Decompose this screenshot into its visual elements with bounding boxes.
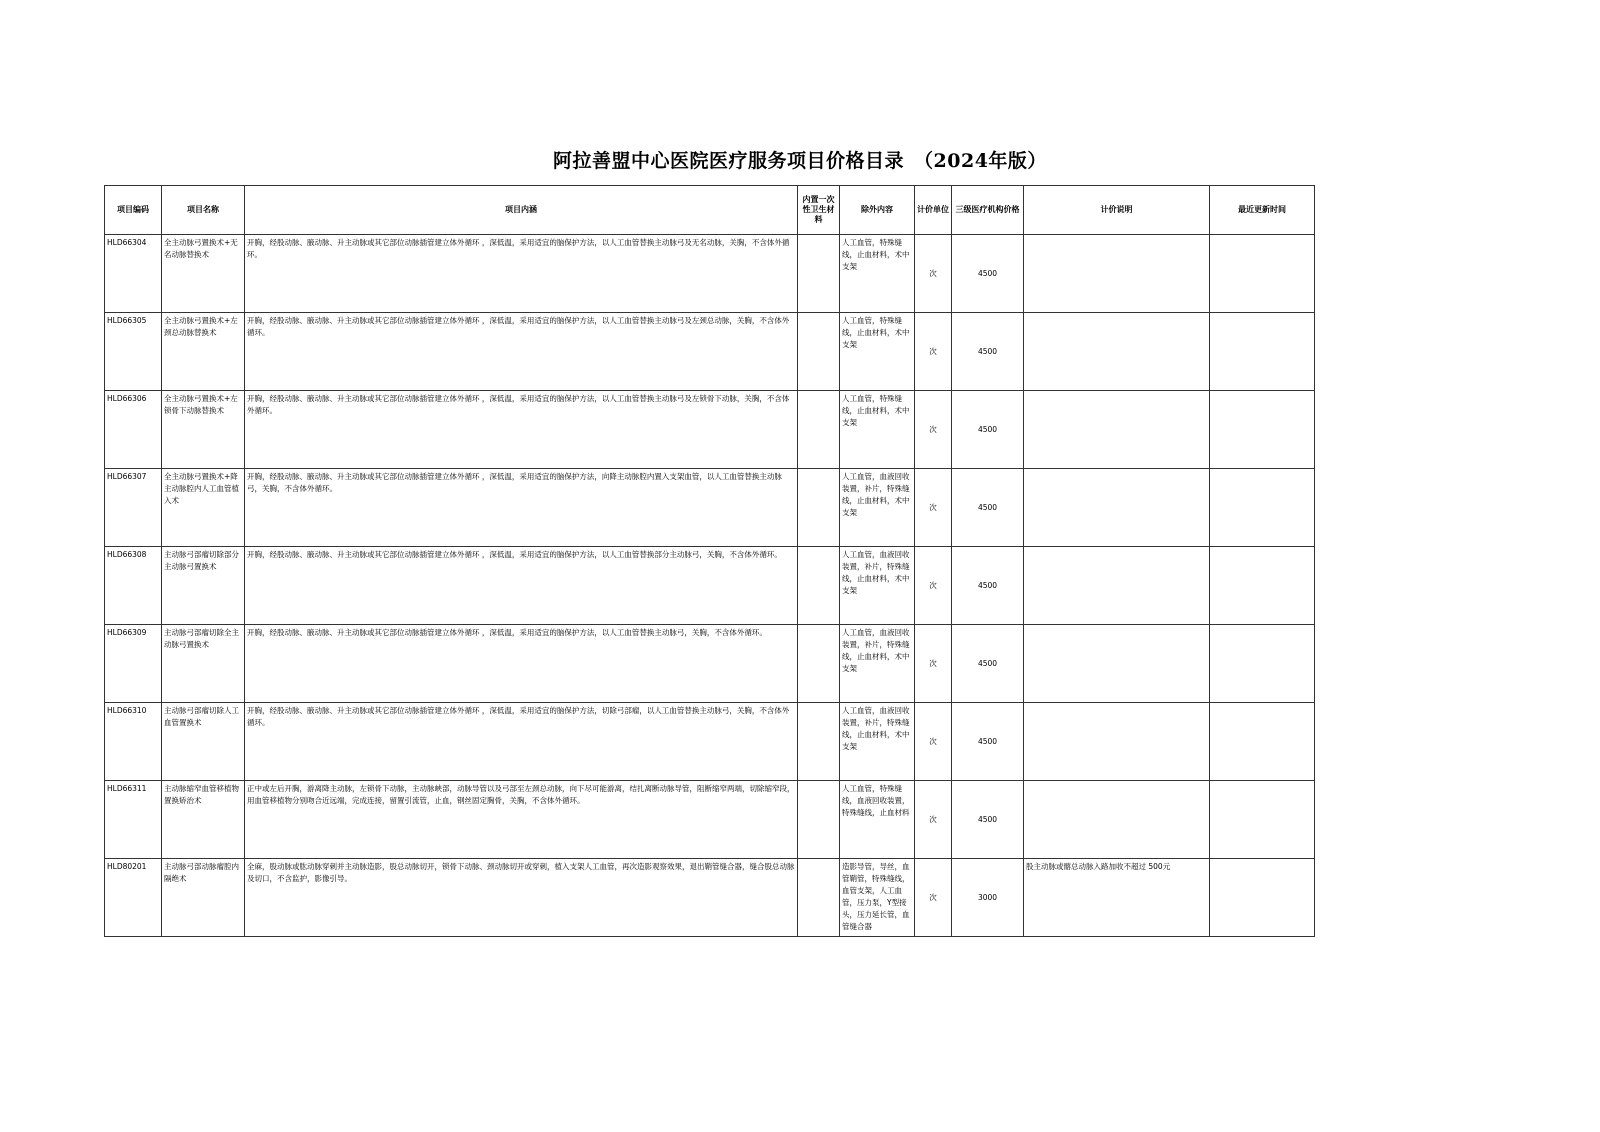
cell-updated [1210,703,1315,781]
cell-name: 全主动脉弓置换术+左锁骨下动脉替换术 [162,391,245,469]
cell-updated [1210,781,1315,859]
table-header-row [105,186,1315,235]
cell-name: 主动脉弓部瘤切除全主动脉弓置换术 [162,625,245,703]
cell-updated [1210,547,1315,625]
cell-updated [1210,625,1315,703]
cell-exclude: 人工血管，血液回收装置，补片，特殊缝线，止血材料，术中支架 [840,703,915,781]
cell-price: 4500 [952,235,1024,313]
cell-note [1024,703,1210,781]
table-row [105,625,1315,703]
cell-builtin [798,781,840,859]
cell-price: 4500 [952,313,1024,391]
header-exclusions: 除外内容 [840,186,915,235]
cell-price: 4500 [952,781,1024,859]
cell-note [1024,313,1210,391]
table-row [105,469,1315,547]
cell-unit: 次 [915,859,952,937]
cell-note [1024,547,1210,625]
cell-note: 股主动脉或髂总动脉入路加收不超过 500元 [1024,859,1210,937]
cell-exclude: 人工血管，血液回收装置，补片，特殊缝线，止血材料，术中支架 [840,625,915,703]
cell-exclude: 造影导管，导丝，血管鞘管，特殊缝线，血管支架，人工血管，压力泵，Y型接头，压力延长管，血管缝合器 [840,859,915,937]
cell-name: 全主动脉弓置换术+降主动脉腔内人工血管植入术 [162,469,245,547]
cell-note [1024,625,1210,703]
cell-name: 主动脉缩窄血管移植物置换矫治术 [162,781,245,859]
cell-name: 全主动脉弓置换术+左颈总动脉替换术 [162,313,245,391]
cell-name: 主动脉弓部瘤切除部分主动脉弓置换术 [162,547,245,625]
cell-exclude: 人工血管，血液回收装置，补片，特殊缝线，止血材料，术中支架 [840,547,915,625]
cell-unit: 次 [915,235,952,313]
cell-content: 开胸，经股动脉、腋动脉、升主动脉或其它部位动脉插管建立体外循环 ，深低温，采用适宜的脑保护方法，以人工血管替换主动脉弓及左颈总动脉，关胸，不含体外循环。 [245,313,798,391]
cell-content: 开胸，经股动脉、腋动脉、升主动脉或其它部位动脉插管建立体外循环 ，深低温，采用适宜的脑保护方法，以人工血管替换主动脉弓及无名动脉，关胸，不含体外循环。 [245,235,798,313]
cell-updated [1210,313,1315,391]
cell-code: HLD66311 [105,781,162,859]
cell-unit: 次 [915,625,952,703]
table-row [105,235,1315,313]
cell-note [1024,469,1210,547]
cell-note [1024,391,1210,469]
cell-exclude: 人工血管，特殊缝线，止血材料，术中支架 [840,235,915,313]
header-builtin-materials: 内置一次性卫生材料 [798,186,840,235]
cell-price: 4500 [952,391,1024,469]
header-unit: 计价单位 [915,186,952,235]
cell-code: HLD66310 [105,703,162,781]
cell-exclude: 人工血管，血液回收装置，补片，特殊缝线，止血材料，术中支架 [840,469,915,547]
price-table [104,185,1315,937]
cell-updated [1210,235,1315,313]
cell-unit: 次 [915,547,952,625]
table-row [105,313,1315,391]
cell-code: HLD80201 [105,859,162,937]
cell-name: 主动脉弓部动脉瘤腔内隔绝术 [162,859,245,937]
cell-price: 4500 [952,469,1024,547]
cell-unit: 次 [915,703,952,781]
cell-content: 开胸，经股动脉、腋动脉、升主动脉或其它部位动脉插管建立体外循环 ，深低温，采用适宜的脑保护方法，以人工血管替换主动脉弓及左锁骨下动脉，关胸，不含体外循环。 [245,391,798,469]
header-code: 项目编码 [105,186,162,235]
table-row [105,781,1315,859]
cell-price: 4500 [952,625,1024,703]
cell-price: 4500 [952,703,1024,781]
cell-content: 开胸，经股动脉、腋动脉、升主动脉或其它部位动脉插管建立体外循环 ，深低温，采用适宜的脑保护方法，以人工血管替换主动脉弓，关胸，不含体外循环。 [245,625,798,703]
cell-builtin [798,625,840,703]
cell-builtin [798,391,840,469]
cell-builtin [798,235,840,313]
cell-builtin [798,547,840,625]
cell-unit: 次 [915,313,952,391]
cell-code: HLD66305 [105,313,162,391]
cell-exclude: 人工血管，特殊缝线，止血材料，术中支架 [840,391,915,469]
cell-content: 全麻，股动脉或肱动脉穿刺并主动脉造影，股总动脉切开，锁骨下动脉、颈动脉切开或穿刺，植入支架人工血管，再次造影观察效果，退出鞘管缝合器，缝合股总动脉及切口，不含监护，影像引导。 [245,859,798,937]
cell-note [1024,781,1210,859]
cell-unit: 次 [915,391,952,469]
cell-exclude: 人工血管，特殊缝线，止血材料，术中支架 [840,313,915,391]
cell-builtin [798,313,840,391]
header-content: 项目内涵 [245,186,798,235]
cell-price: 4500 [952,547,1024,625]
table-row [105,703,1315,781]
cell-code: HLD66309 [105,625,162,703]
cell-content: 正中或左后开胸，游离降主动脉，左锁骨下动脉，主动脉峡部，动脉导管以及弓部至左颈总动脉，向下尽可能游离，结扎离断动脉导管，阻断缩窄两端，切除缩窄段，用血管移植物分别吻合近远端，完成连接，留置引流管，止血，钢丝固定胸骨，关胸，不含体外循环。 [245,781,798,859]
cell-updated [1210,469,1315,547]
cell-code: HLD66308 [105,547,162,625]
cell-updated [1210,391,1315,469]
cell-unit: 次 [915,469,952,547]
header-pricing-note: 计价说明 [1024,186,1210,235]
cell-name: 主动脉弓部瘤切除人工血管置换术 [162,703,245,781]
header-updated: 最近更新时间 [1210,186,1315,235]
cell-code: HLD66306 [105,391,162,469]
cell-price: 3000 [952,859,1024,937]
table-row [105,547,1315,625]
header-name: 项目名称 [162,186,245,235]
cell-builtin [798,469,840,547]
cell-exclude: 人工血管，特殊缝线，血液回收装置，特殊缝线，止血材料 [840,781,915,859]
cell-updated [1210,859,1315,937]
cell-unit: 次 [915,781,952,859]
cell-name: 全主动脉弓置换术+无名动脉替换术 [162,235,245,313]
cell-note [1024,235,1210,313]
cell-code: HLD66304 [105,235,162,313]
page-title: 阿拉善盟中心医院医疗服务项目价格目录 （2024年版） [553,150,1047,172]
cell-code: HLD66307 [105,469,162,547]
table-row [105,859,1315,937]
cell-builtin [798,703,840,781]
cell-builtin [798,859,840,937]
cell-content: 开胸，经股动脉、腋动脉、升主动脉或其它部位动脉插管建立体外循环 ，深低温，采用适宜的脑保护方法，向降主动脉腔内置入支架血管，以人工血管替换主动脉弓，关胸，不含体外循环。 [245,469,798,547]
header-price: 三级医疗机构价格 [952,186,1024,235]
cell-content: 开胸，经股动脉、腋动脉、升主动脉或其它部位动脉插管建立体外循环 ，深低温，采用适宜的脑保护方法，以人工血管替换部分主动脉弓，关胸，不含体外循环。 [245,547,798,625]
table-row [105,391,1315,469]
cell-content: 开胸，经股动脉、腋动脉、升主动脉或其它部位动脉插管建立体外循环 ，深低温，采用适宜的脑保护方法，切除弓部瘤，以人工血管替换主动脉弓，关胸，不含体外循环。 [245,703,798,781]
